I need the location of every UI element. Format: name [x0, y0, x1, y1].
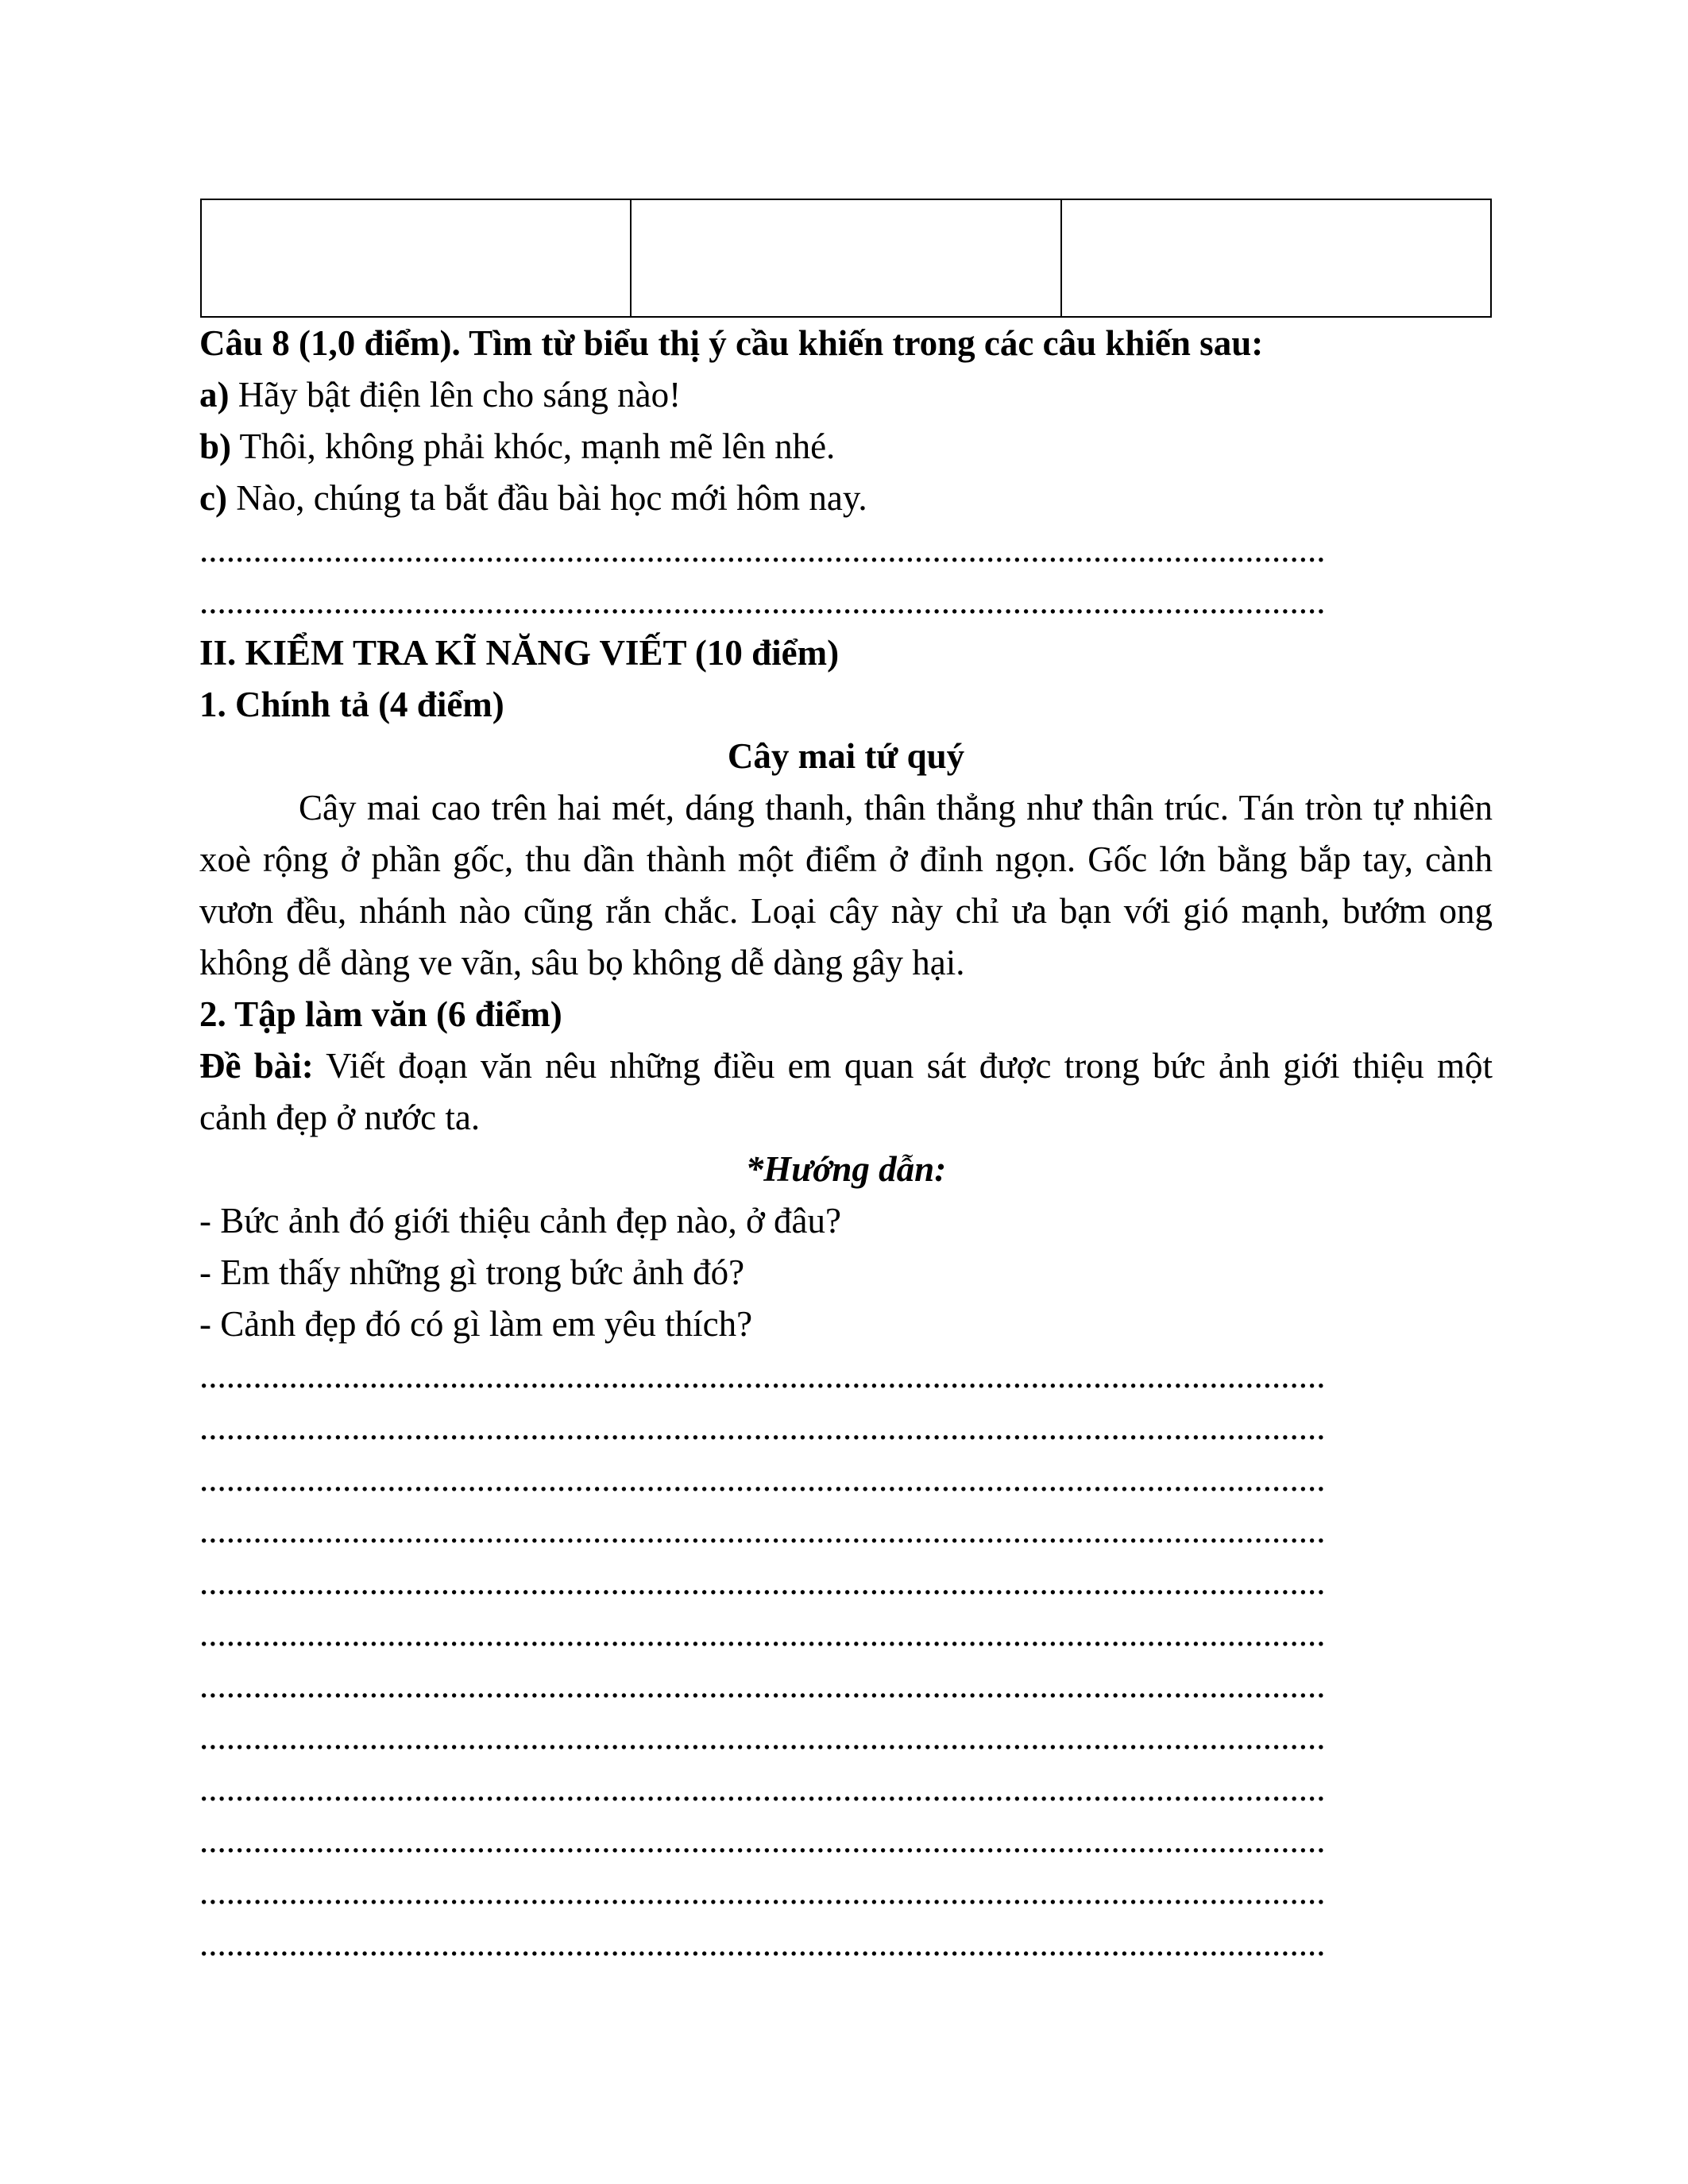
prompt-label: Đề bài: [199, 1046, 314, 1086]
writing-line: .............................................................................................................................. [199, 1562, 1326, 1602]
essay-prompt [199, 1040, 1493, 1144]
table-cell [631, 199, 1060, 317]
item-label: b) [199, 426, 232, 466]
writing-line: .............................................................................................................................. [199, 1356, 1326, 1395]
page-content [199, 199, 1493, 1970]
question-8-item-b [199, 421, 1493, 473]
writing-line: .............................................................................................................................. [199, 1614, 1326, 1653]
writing-line: .............................................................................................................................. [199, 1769, 1326, 1808]
writing-line: .............................................................................................................................. [199, 1872, 1326, 1912]
part-1-title: 1. Chính tả (4 điểm) [199, 685, 504, 724]
table-row [201, 199, 1491, 317]
writing-line: .............................................................................................................................. [199, 1717, 1326, 1757]
writing-line: .............................................................................................................................. [199, 1459, 1326, 1499]
dictation-paragraph: Cây mai cao trên hai mét, dáng thanh, thân thẳng như thân trúc. Tán tròn tự nhiên xoè rộng ở phần gốc, thu dần thành một điểm ở đỉnh ngọn. Gốc lớn bằng bắp tay, cành vươn đều, nhánh nào cũng rắn chắc. Loại cây này chỉ ưa bạn với gió mạnh, bướm ong không dễ dàng ve vãn, sâu bọ không dễ dàng gây hại. [199, 788, 1493, 982]
item-label: a) [199, 375, 230, 415]
writing-line: .............................................................................................................................. [199, 1924, 1326, 1963]
dictation-title: Cây mai tứ quý [727, 736, 965, 776]
item-text: Hãy bật điện lên cho sáng nào! [229, 375, 682, 415]
section-2-title: II. KIỂM TRA KĨ NĂNG VIẾT (10 điểm) [199, 633, 840, 673]
guide-item: - Em thấy những gì trong bức ảnh đó? [199, 1252, 745, 1292]
guide-item: - Cảnh đẹp đó có gì làm em yêu thích? [199, 1304, 753, 1344]
answer-table [200, 199, 1492, 318]
item-text: Nào, chúng ta bắt đầu bài học mới hôm nay. [226, 478, 867, 518]
answer-line: .............................................................................................................................. [199, 581, 1326, 621]
guide-title: *Hướng dẫn: [745, 1149, 947, 1189]
table-cell [201, 199, 631, 317]
guide-item: - Bức ảnh đó giới thiệu cảnh đẹp nào, ở đâu? [199, 1201, 842, 1241]
writing-line: .............................................................................................................................. [199, 1820, 1326, 1860]
table-cell [1061, 199, 1491, 317]
writing-line: .............................................................................................................................. [199, 1665, 1326, 1705]
answer-line: .............................................................................................................................. [199, 530, 1326, 569]
prompt-text: Viết đoạn văn nêu những điều em quan sát được trong bức ảnh giới thiệu một cảnh đẹp ở nước ta. [199, 1046, 1493, 1137]
question-8-item-c [199, 473, 1493, 524]
question-8-title: Câu 8 (1,0 điểm). Tìm từ biểu thị ý cầu khiến trong các câu khiến sau: [199, 323, 1264, 363]
writing-line: .............................................................................................................................. [199, 1407, 1326, 1447]
part-2-title: 2. Tập làm văn (6 điểm) [199, 994, 562, 1034]
item-text: Thôi, không phải khóc, mạnh mẽ lên nhé. [231, 426, 836, 466]
item-label: c) [199, 478, 227, 518]
writing-line: .............................................................................................................................. [199, 1511, 1326, 1550]
question-8-item-a [199, 369, 1493, 421]
